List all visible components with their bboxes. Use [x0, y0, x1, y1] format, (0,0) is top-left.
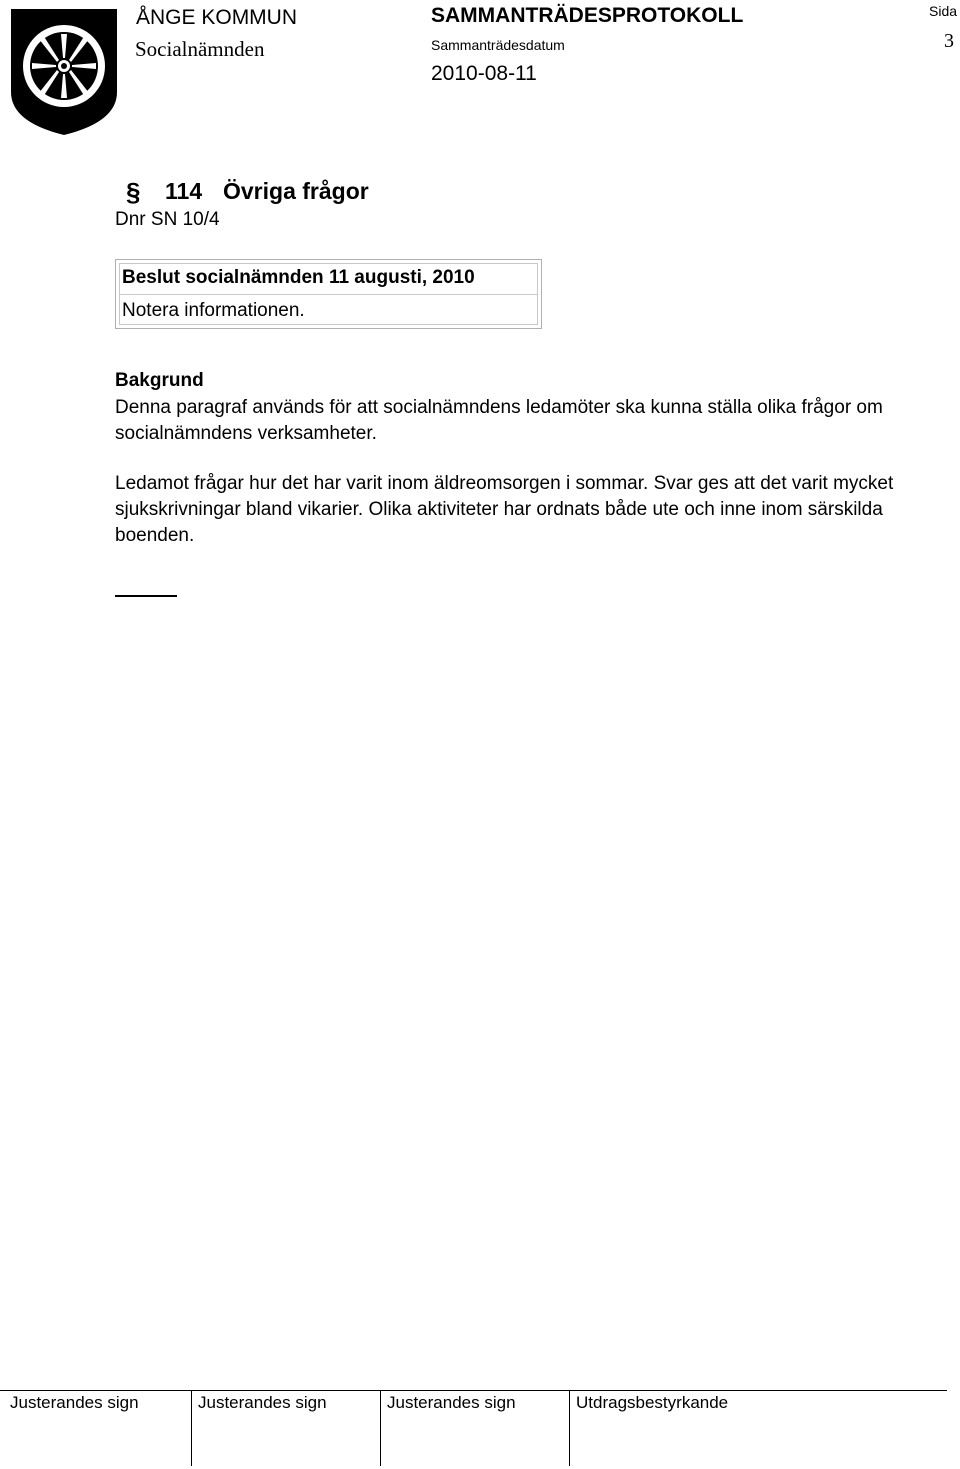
footer-column-divider [380, 1391, 381, 1466]
footer-column-divider [569, 1391, 570, 1466]
decision-box [115, 259, 542, 329]
paragraph-sign: § [126, 177, 141, 207]
page-number: 3 [944, 30, 954, 52]
diary-number: Dnr SN 10/4 [115, 209, 220, 230]
footer-column-divider [191, 1391, 192, 1466]
background-heading: Bakgrund [115, 370, 204, 391]
decision-heading: Beslut socialnämnden 11 augusti, 2010 [122, 267, 475, 288]
page-label: Sida [929, 3, 958, 19]
meeting-date-label: Sammanträdesdatum [431, 37, 565, 53]
paragraph-title: Övriga frågor [223, 178, 369, 204]
background-paragraph-1: Denna paragraf används för att socialnämndens ledamöter ska kunna ställa olika frågor om socialnämndens verksamheter. [115, 397, 883, 444]
document-type-title: SAMMANTRÄDESPROTOKOLL [431, 4, 744, 27]
footer-signature-label-2: Justerandes sign [198, 1393, 327, 1412]
municipal-wheel-coat-of-arms-icon [8, 6, 120, 137]
footer-signature-label-3: Justerandes sign [387, 1393, 516, 1412]
footer-certification-label: Utdragsbestyrkande [576, 1393, 729, 1412]
section-end-line [115, 595, 177, 597]
decision-text: Notera informationen. [122, 300, 305, 321]
decision-box-divider [119, 294, 538, 295]
municipality-name: ÅNGE KOMMUN [136, 6, 298, 29]
meeting-date-value: 2010-08-11 [431, 62, 537, 85]
department-name: Socialnämnden [135, 37, 265, 61]
footer-signature-label-1: Justerandes sign [10, 1393, 139, 1412]
footer-rule [0, 1390, 947, 1391]
background-paragraph-2: Ledamot frågar hur det har varit inom äldreomsorgen i sommar. Svar ges att det varit mycket sjukskrivningar bland vikarier. Olika aktiviteter har ordnats både ute och inne inom särskilda boenden. [115, 473, 894, 546]
paragraph-number: 114 [165, 178, 203, 204]
